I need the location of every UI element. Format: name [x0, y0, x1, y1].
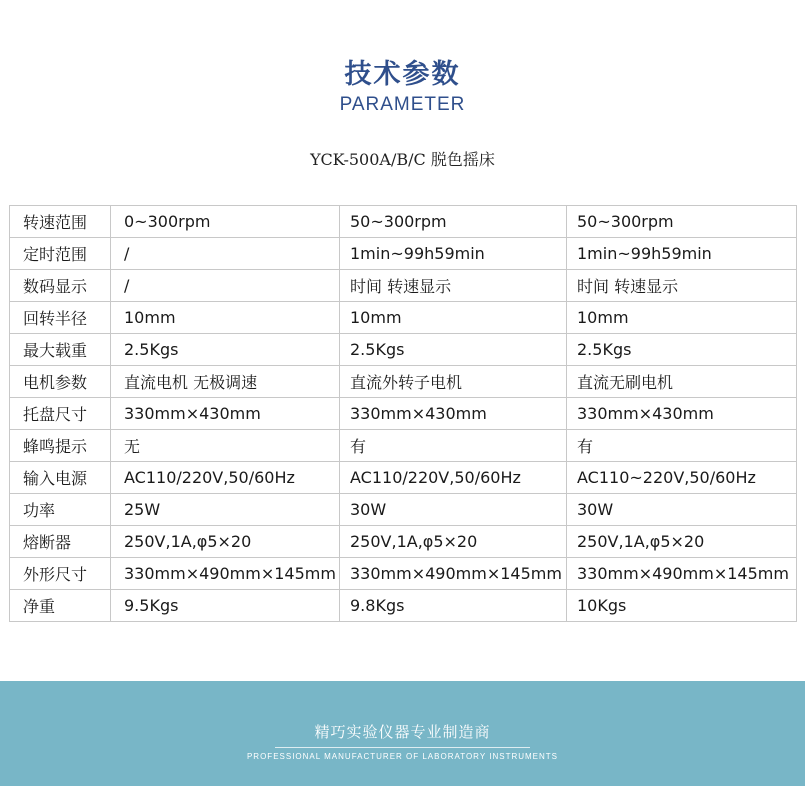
- table-cell: 2.5Kgs: [567, 334, 797, 366]
- table-row: [10, 334, 797, 366]
- table-cell: 无: [111, 430, 340, 462]
- table-row: [10, 270, 797, 302]
- row-label: 外形尺寸: [10, 558, 111, 590]
- footer-slogan-en: PROFESSIONAL MANUFACTURER OF LABORATORY INSTRUMENTS: [246, 752, 559, 761]
- table-row: [10, 430, 797, 462]
- page-subtitle: PARAMETER: [339, 94, 466, 115]
- table-cell: 2.5Kgs: [111, 334, 340, 366]
- row-label: 净重: [10, 590, 111, 622]
- table-row: [10, 558, 797, 590]
- table-cell: 10Kgs: [567, 590, 797, 622]
- row-label: 熔断器: [10, 526, 111, 558]
- table-cell: 250V,1A,φ5×20: [340, 526, 567, 558]
- table-cell: 50~300rpm: [567, 206, 797, 238]
- table-cell: 9.8Kgs: [340, 590, 567, 622]
- spec-table: [9, 205, 797, 622]
- table-cell: 330mm×490mm×145mm: [340, 558, 567, 590]
- row-label: 转速范围: [10, 206, 111, 238]
- row-label: 数码显示: [10, 270, 111, 302]
- row-label: 蜂鸣提示: [10, 430, 111, 462]
- row-label: 托盘尺寸: [10, 398, 111, 430]
- table-cell: 330mm×430mm: [567, 398, 797, 430]
- table-row: [10, 462, 797, 494]
- table-row: [10, 590, 797, 622]
- table-cell: 30W: [340, 494, 567, 526]
- table-cell: 直流电机 无极调速: [111, 366, 340, 398]
- footer-divider: [275, 747, 530, 748]
- table-row: [10, 494, 797, 526]
- table-cell: 2.5Kgs: [340, 334, 567, 366]
- table-cell: 9.5Kgs: [111, 590, 340, 622]
- spec-table-body: [10, 206, 797, 622]
- row-label: 输入电源: [10, 462, 111, 494]
- table-cell: 330mm×490mm×145mm: [111, 558, 340, 590]
- row-label: 回转半径: [10, 302, 111, 334]
- table-cell: 1min~99h59min: [340, 238, 567, 270]
- table-cell: 30W: [567, 494, 797, 526]
- table-row: [10, 526, 797, 558]
- table-cell: AC110~220V,50/60Hz: [567, 462, 797, 494]
- table-cell: 直流无刷电机: [567, 366, 797, 398]
- footer-slogan: 精巧实验仪器专业制造商: [314, 723, 491, 741]
- table-row: [10, 366, 797, 398]
- row-label: 定时范围: [10, 238, 111, 270]
- table-cell: 25W: [111, 494, 340, 526]
- row-label: 功率: [10, 494, 111, 526]
- table-cell: /: [111, 270, 340, 302]
- page-title: 技术参数: [344, 59, 461, 90]
- table-row: [10, 238, 797, 270]
- table-cell: 时间 转速显示: [567, 270, 797, 302]
- table-cell: AC110/220V,50/60Hz: [111, 462, 340, 494]
- product-name: YCK-500A/B/C 脱色摇床: [310, 150, 495, 169]
- table-cell: 直流外转子电机: [340, 366, 567, 398]
- table-row: [10, 206, 797, 238]
- table-cell: 10mm: [111, 302, 340, 334]
- table-cell: 10mm: [340, 302, 567, 334]
- table-cell: 有: [567, 430, 797, 462]
- table-cell: 50~300rpm: [340, 206, 567, 238]
- row-label: 最大载重: [10, 334, 111, 366]
- table-cell: 有: [340, 430, 567, 462]
- footer-banner: [0, 681, 805, 786]
- table-cell: 10mm: [567, 302, 797, 334]
- table-cell: 时间 转速显示: [340, 270, 567, 302]
- table-cell: 330mm×430mm: [340, 398, 567, 430]
- table-cell: 330mm×490mm×145mm: [567, 558, 797, 590]
- table-cell: 0~300rpm: [111, 206, 340, 238]
- table-row: [10, 398, 797, 430]
- row-label: 电机参数: [10, 366, 111, 398]
- table-cell: 330mm×430mm: [111, 398, 340, 430]
- table-cell: /: [111, 238, 340, 270]
- table-cell: AC110/220V,50/60Hz: [340, 462, 567, 494]
- table-cell: 1min~99h59min: [567, 238, 797, 270]
- table-cell: 250V,1A,φ5×20: [111, 526, 340, 558]
- table-cell: 250V,1A,φ5×20: [567, 526, 797, 558]
- table-row: [10, 302, 797, 334]
